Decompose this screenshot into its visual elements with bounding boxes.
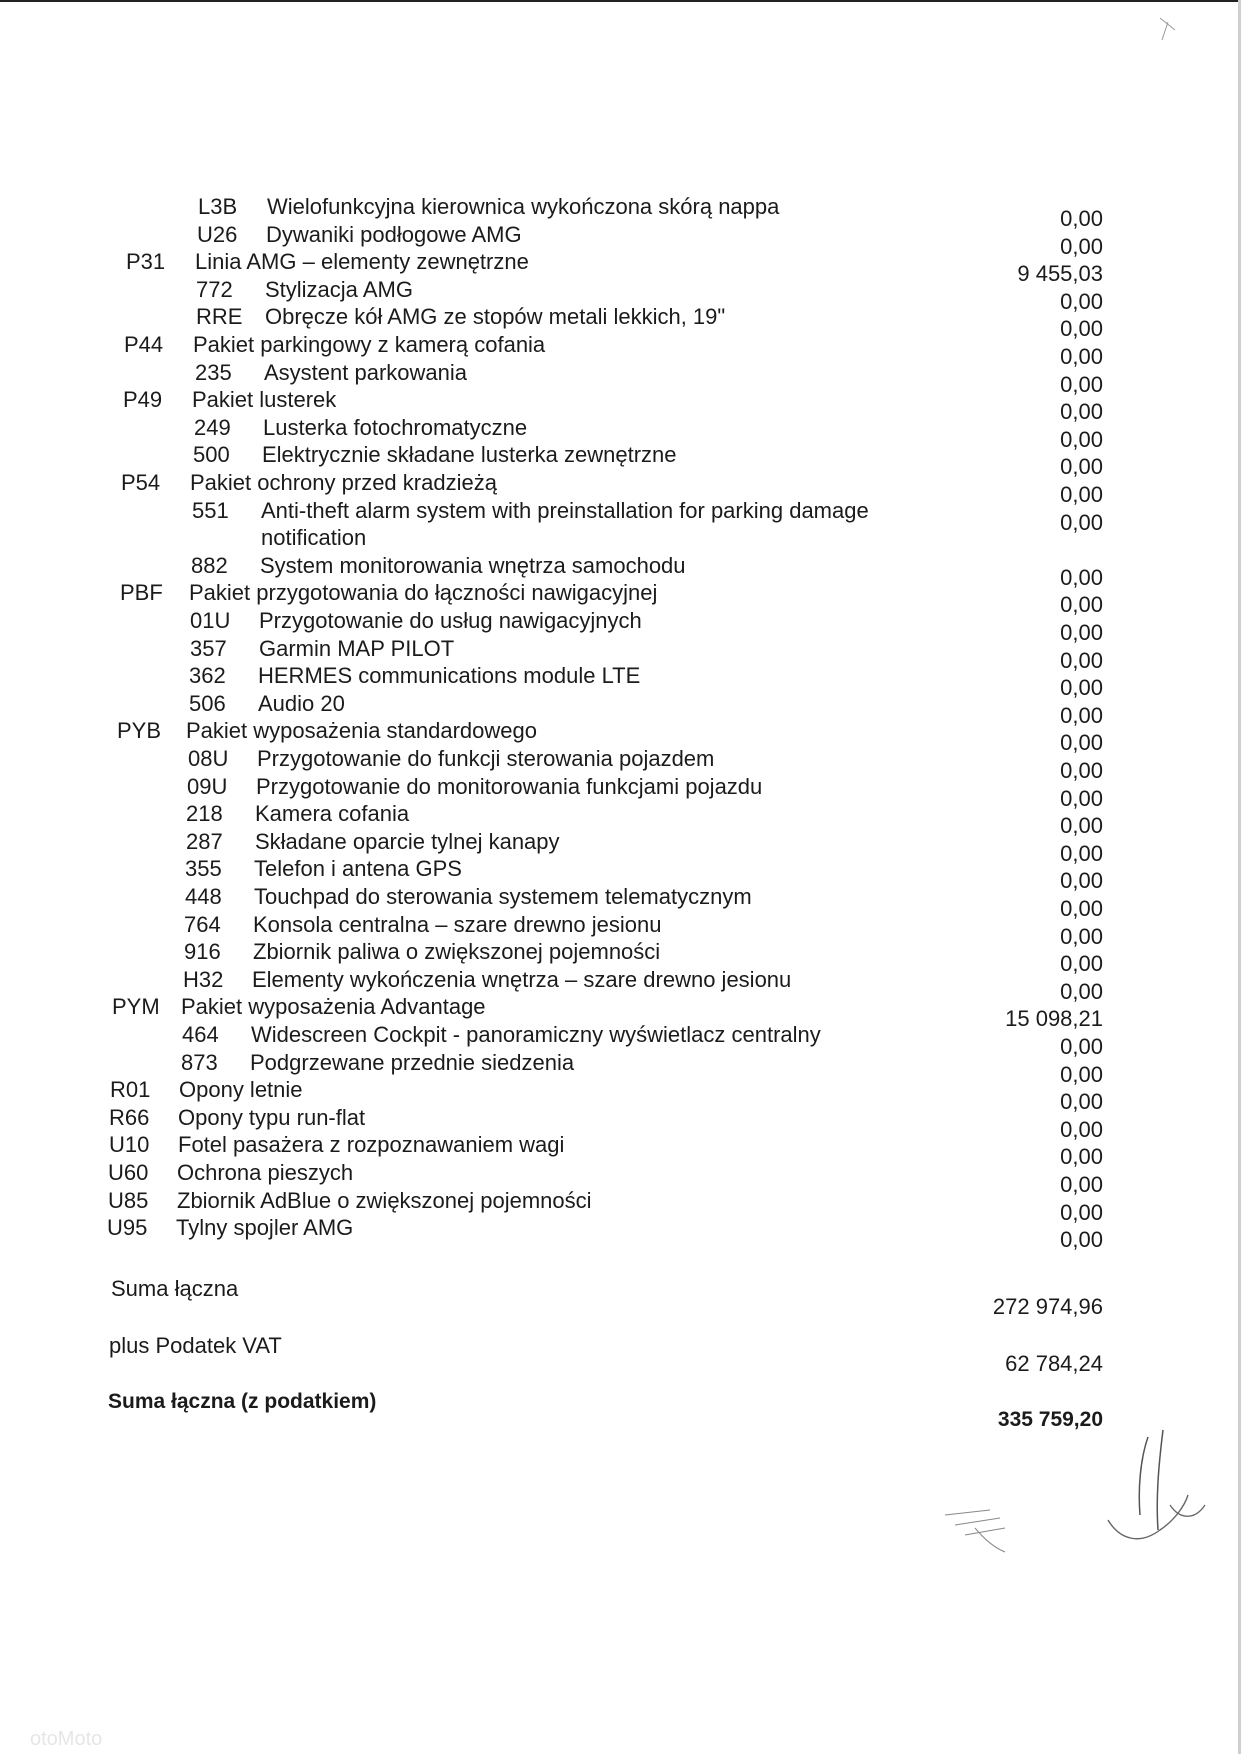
item-amount: 0,00	[1060, 426, 1103, 452]
line-item	[0, 635, 1241, 673]
item-description: Elektrycznie składane lusterka zewnętrzne	[262, 442, 677, 468]
package-code: P44	[124, 332, 164, 357]
item-description: Pakiet wyposażenia Advantage	[181, 994, 486, 1020]
line-item	[0, 331, 1241, 369]
package-code: PBF	[120, 580, 163, 606]
line-item	[0, 855, 1241, 894]
item-amount: 0,00	[1060, 454, 1103, 480]
net-total-label: Suma łączna	[111, 1276, 239, 1301]
item-description: Pakiet wyposażenia standardowego	[186, 718, 538, 744]
option-code: 08U	[188, 746, 229, 771]
item-amount: 15 098,21	[1005, 1006, 1103, 1032]
item-amount: 0,00	[1060, 592, 1103, 618]
line-item	[0, 359, 1241, 397]
option-code: 772	[196, 276, 233, 302]
line-item	[0, 993, 1241, 1032]
option-code: 218	[186, 801, 223, 827]
line-item	[0, 1131, 1241, 1170]
line-item	[0, 386, 1241, 425]
option-code: 362	[189, 663, 226, 689]
option-code: 764	[184, 911, 221, 937]
option-code: 235	[195, 359, 232, 385]
item-amount: 0,00	[1060, 1061, 1103, 1087]
option-code: 551	[192, 497, 229, 523]
package-code: PYB	[117, 718, 162, 744]
option-code: 01U	[190, 608, 231, 633]
item-description: Widescreen Cockpit - panoramiczny wyświetlacz centralny	[251, 1022, 821, 1047]
line-item	[0, 717, 1241, 756]
item-description: HERMES communications module LTE	[258, 663, 641, 689]
line-item	[0, 1159, 1241, 1197]
option-code: L3B	[198, 194, 238, 219]
item-amount: 0,00	[1060, 1089, 1103, 1115]
item-description: Elementy wykończenia wnętrza – szare drewno jesionu	[252, 966, 792, 992]
option-code: 09U	[187, 773, 228, 799]
item-description: Opony typu run-flat	[178, 1104, 366, 1130]
item-amount: 0,00	[1060, 233, 1103, 259]
item-amount: 0,00	[1060, 1034, 1103, 1059]
item-description: Tylny spojler AMG	[176, 1215, 354, 1241]
line-item	[0, 1214, 1241, 1253]
line-item	[0, 497, 1241, 551]
vat-value: 62 784,24	[1005, 1351, 1103, 1376]
item-amount: 0,00	[1060, 371, 1103, 397]
line-item	[0, 414, 1241, 452]
item-amount: 0,00	[1060, 840, 1103, 866]
option-code: 249	[194, 414, 231, 440]
option-code: 882	[191, 552, 228, 578]
line-item	[0, 800, 1241, 839]
item-description: Touchpad do sterowania systemem telematycznym	[254, 884, 752, 909]
item-amount: 0,00	[1060, 978, 1103, 1004]
item-description: Dywaniki podłogowe AMG	[266, 221, 522, 247]
option-code: RRE	[196, 304, 243, 330]
item-amount: 0,00	[1060, 868, 1103, 894]
package-code: P49	[123, 387, 163, 413]
package-code: U85	[108, 1187, 149, 1213]
item-description: Telefon i antena GPS	[254, 856, 462, 882]
line-item	[0, 469, 1241, 507]
option-code: 916	[184, 939, 221, 965]
package-code: U10	[109, 1132, 150, 1158]
line-item	[0, 662, 1241, 701]
item-description: Kamera cofania	[255, 801, 410, 827]
gross-total-label: Suma łączna (z podatkiem)	[108, 1390, 377, 1413]
item-description: Asystent parkowania	[264, 359, 467, 385]
option-code: 448	[185, 884, 222, 909]
package-code: P54	[121, 470, 161, 495]
item-description: Przygotowanie do monitorowania funkcjami pojazdu	[256, 773, 763, 799]
line-item	[0, 193, 1241, 231]
option-code: H32	[183, 966, 224, 992]
option-code: 873	[181, 1049, 218, 1075]
watermark: otoMoto	[30, 1728, 103, 1750]
item-amount: 0,00	[1060, 509, 1103, 535]
item-description: Lusterka fotochromatyczne	[263, 414, 528, 440]
item-amount: 0,00	[1060, 620, 1103, 645]
line-item	[0, 690, 1241, 728]
item-description: Opony letnie	[179, 1077, 303, 1103]
item-description: System monitorowania wnętrza samochodu	[260, 552, 686, 578]
line-item	[0, 966, 1241, 1004]
package-code: PYM	[112, 994, 160, 1020]
item-description: Anti-theft alarm system with preinstallation for parking damage notification	[261, 497, 869, 550]
option-code: 287	[186, 828, 223, 854]
vat-label: plus Podatek VAT	[109, 1333, 282, 1358]
item-amount: 0,00	[1060, 564, 1103, 590]
item-description: Podgrzewane przednie siedzenia	[250, 1049, 575, 1075]
item-description: Pakiet przygotowania do łączności nawigacyjnej	[189, 580, 658, 606]
item-amount: 0,00	[1060, 344, 1103, 369]
option-code: 500	[193, 442, 230, 468]
item-description: Zbiornik paliwa o zwiększonej pojemności	[253, 939, 661, 965]
item-amount: 0,00	[1060, 702, 1103, 728]
item-description: Pakiet lusterek	[192, 387, 337, 413]
item-amount: 0,00	[1060, 1199, 1103, 1225]
item-description: Przygotowanie do funkcji sterowania pojazdem	[257, 746, 715, 771]
item-description: Składane oparcie tylnej kanapy	[255, 828, 560, 854]
line-item	[0, 828, 1241, 866]
item-amount: 0,00	[1060, 785, 1103, 811]
item-description: Audio 20	[258, 690, 345, 716]
package-code: U60	[108, 1160, 149, 1185]
scan-top-border	[0, 0, 1241, 2]
item-description: Konsola centralna – szare drewno jesionu	[253, 911, 662, 937]
item-amount: 0,00	[1060, 923, 1103, 949]
item-amount: 0,00	[1060, 399, 1103, 425]
line-item	[0, 1104, 1241, 1142]
line-item	[0, 883, 1241, 921]
item-description: Fotel pasażera z rozpoznawaniem wagi	[178, 1132, 565, 1158]
package-code: U95	[107, 1215, 148, 1241]
item-amount: 0,00	[1060, 316, 1103, 342]
item-description: Pakiet ochrony przed kradzieżą	[190, 470, 497, 495]
item-description: Garmin MAP PILOT	[259, 635, 455, 661]
option-code: 464	[182, 1022, 219, 1047]
item-amount: 0,00	[1060, 758, 1103, 783]
line-item	[0, 276, 1241, 314]
option-code: 357	[190, 635, 227, 661]
item-amount: 0,00	[1060, 1144, 1103, 1170]
option-code: U26	[197, 221, 238, 247]
line-item	[0, 1076, 1241, 1115]
item-amount: 0,00	[1060, 482, 1103, 507]
item-description: Obręcze kół AMG ze stopów metali lekkich, 19"	[265, 304, 726, 330]
line-item	[0, 221, 1241, 259]
item-amount: 0,00	[1060, 1116, 1103, 1142]
line-item	[0, 1049, 1241, 1087]
package-code: P31	[126, 249, 166, 275]
item-description: Zbiornik AdBlue o zwiększonej pojemności	[177, 1187, 592, 1213]
line-item	[0, 579, 1241, 618]
item-amount: 0,00	[1060, 1227, 1103, 1253]
item-amount: 0,00	[1060, 288, 1103, 314]
item-amount: 0,00	[1060, 951, 1103, 977]
item-amount: 0,00	[1060, 730, 1103, 756]
line-item	[0, 938, 1241, 977]
item-amount: 0,00	[1060, 1172, 1103, 1197]
item-amount: 0,00	[1060, 647, 1103, 673]
line-item	[0, 1021, 1241, 1059]
line-item	[0, 745, 1241, 783]
line-item	[0, 1187, 1241, 1225]
item-description: Pakiet parkingowy z kamerą cofania	[193, 332, 546, 357]
item-description: Linia AMG – elementy zewnętrzne	[195, 249, 529, 275]
line-item	[0, 607, 1241, 645]
line-item	[0, 911, 1241, 949]
option-code: 355	[185, 856, 222, 882]
line-item	[0, 773, 1241, 811]
line-item	[0, 441, 1241, 480]
net-total-value: 272 974,96	[992, 1294, 1103, 1319]
line-item	[0, 248, 1241, 287]
package-code: R66	[109, 1104, 150, 1130]
line-item	[0, 303, 1241, 342]
item-amount: 0,00	[1060, 813, 1103, 839]
item-description: Ochrona pieszych	[177, 1160, 354, 1185]
item-amount: 9 455,03	[1017, 261, 1103, 287]
item-amount: 0,00	[1060, 206, 1103, 231]
line-item	[0, 552, 1241, 590]
item-description: Stylizacja AMG	[265, 276, 413, 302]
item-description: Przygotowanie do usług nawigacyjnych	[259, 608, 642, 633]
option-code: 506	[189, 690, 226, 716]
item-amount: 0,00	[1060, 675, 1103, 701]
gross-total-value: 335 759,20	[997, 1408, 1103, 1431]
item-amount: 0,00	[1060, 896, 1103, 921]
item-description: Wielofunkcyjna kierownica wykończona skórą nappa	[267, 194, 780, 219]
package-code: R01	[110, 1077, 151, 1103]
